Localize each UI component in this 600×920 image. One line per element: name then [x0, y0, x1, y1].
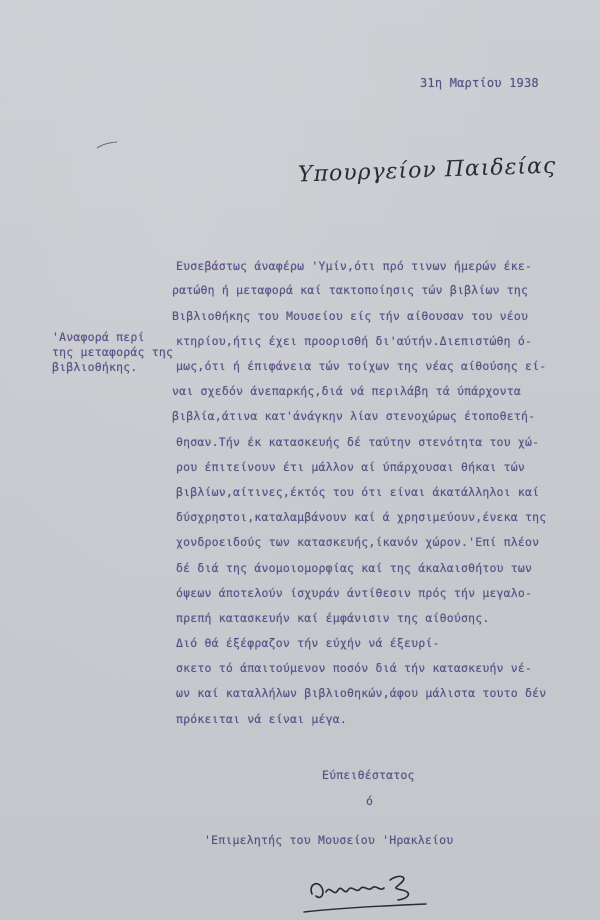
- letter-date: 31η Μαρτίου 1938: [420, 76, 539, 90]
- body-line: σκετο τό άπαιτούμενον ποσόν διά τήν κατασκευήν νέ-: [176, 661, 533, 675]
- body-line: χονδροειδούς των κατασκευής,ίκανόν χώρον.'Επί πλέον: [176, 535, 540, 549]
- body-line: μως,ότι ή έπιφάνεια τών τοίχων της νέας αίθούσης εί-: [176, 359, 547, 373]
- body-line: ρου έπιτείνουν έτι μάλλον αί ύπάρχουσαι θήκαι τών: [176, 460, 526, 474]
- body-line: βιβλία,άτινα κατ'άνάγκην λίαν στενοχώρως έτοποθετή-: [172, 409, 536, 423]
- handwritten-signature: [298, 862, 448, 920]
- body-line: δύσχρηστοι,καταλαμβάνουν καί ά χρησιμεύουν,ένεκα της: [176, 510, 547, 524]
- body-line: Ευσεβάστως άναφέρω 'Υμίν,ότι πρό τινων ήμερών έκε-: [176, 259, 533, 273]
- body-line: ων καί καταλλήλων βιβλιοθηκών,άφου μάλιστα τουτο δέν: [176, 686, 547, 700]
- signer-title: 'Επιμελητής του Μουσείου 'Ηρακλείου: [204, 833, 454, 847]
- body-line: Βιβλιοθήκης του Μουσείου είς τήν αίθουσαν του νέου: [172, 309, 529, 323]
- body-line: ρατώθη ή μεταφορά καί τακτοποίησις τών βιβλίων της: [172, 283, 529, 297]
- body-line: όψεων άποτελούν ίσχυράν άντίθεσιν πρός τήν μεγαλο-: [176, 586, 533, 600]
- body-line: κτηρίου,ήτις έχει προορισθή δι'αύτήν.Διεπιστώθη ό-: [176, 334, 533, 348]
- body-line: δέ διά της άνομοιομορφίας καί της άκαλαισθήτου των: [176, 561, 533, 575]
- pencil-mark: [96, 140, 118, 150]
- body-line: ναι σχεδόν άνεπαρκής,διά νά περιλάβη τά ύπάρχοντα: [172, 384, 522, 398]
- recipient-heading: Υπουργείον Παιδείας: [297, 153, 557, 188]
- closing-salutation: Εύπειθέστατος: [322, 768, 415, 782]
- margin-note-line: βιβλιοθήκης.: [52, 360, 138, 374]
- body-line: Διό θά έξέφραζον τήν εύχήν νά έξευρί-: [176, 636, 440, 650]
- margin-note-line: 'Αναφορά περί: [52, 330, 145, 344]
- margin-note: [52, 330, 173, 375]
- body-line: βιβλίων,αίτινες,έκτός του ότι είναι άκατάλληλοι καί: [176, 485, 540, 499]
- closing-article: ό: [366, 794, 374, 808]
- body-line: πρεπή κατασκευήν καί έμφάνισιν της αίθούσης.: [176, 611, 490, 625]
- margin-note-line: της μεταφοράς της: [52, 345, 174, 359]
- body-line: θησαν.Τήν έκ κατασκευής δέ ταύτην στενότητα του χώ-: [176, 435, 540, 449]
- body-line: πρόκειται νά είναι μέγα.: [176, 712, 347, 726]
